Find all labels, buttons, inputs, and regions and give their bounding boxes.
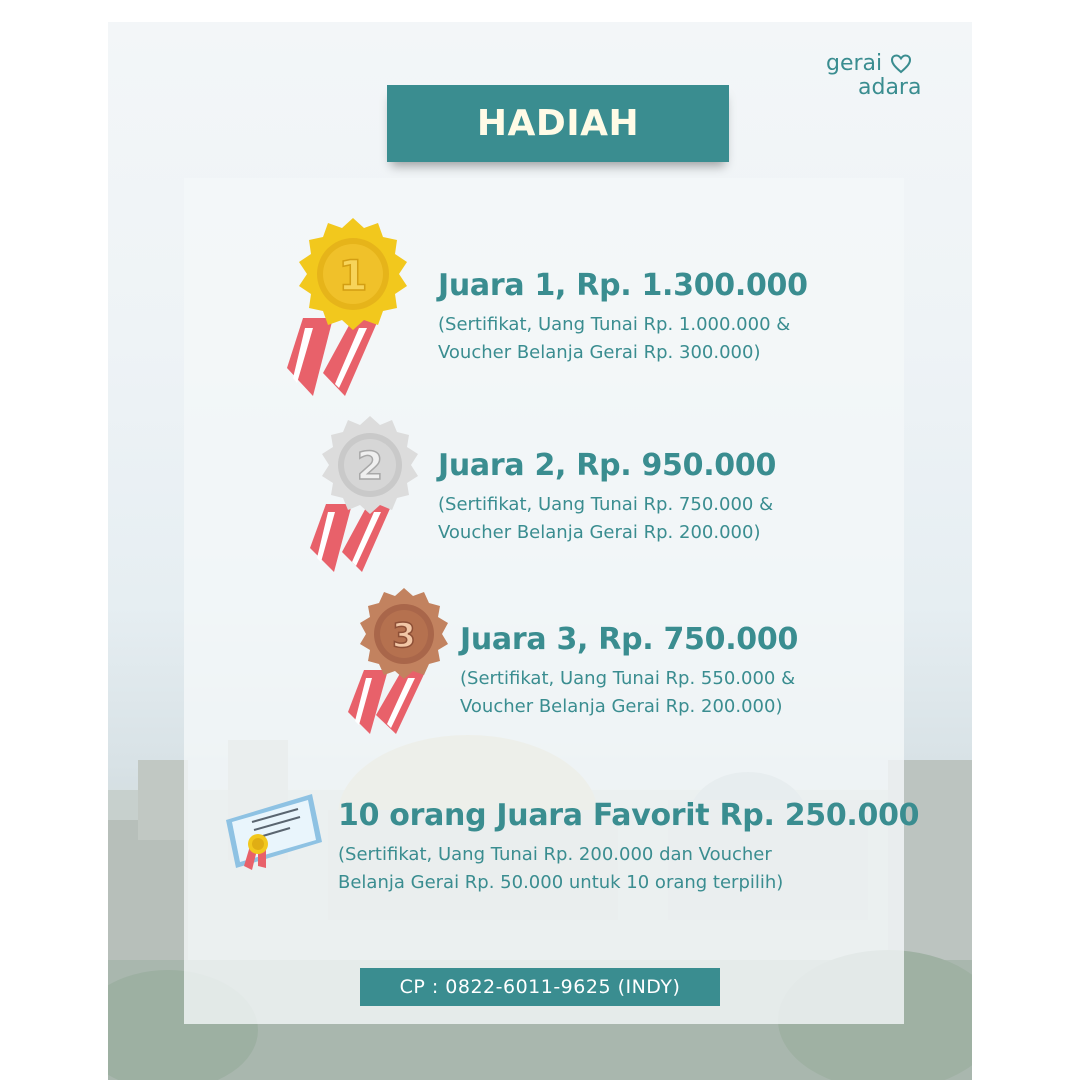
silver-medal-icon [308, 416, 424, 576]
medal-number-3: 3 [392, 616, 416, 656]
medal-number-2: 2 [356, 444, 384, 488]
logo-text-line1: gerai [826, 51, 883, 76]
certificate-icon [222, 788, 326, 872]
prize-heading: Juara 3, Rp. 750.000 [460, 622, 799, 657]
prize-item-2 [438, 448, 776, 547]
logo-text-line2: adara [858, 75, 922, 100]
prize-item-favorit [338, 798, 919, 897]
bronze-medal-icon [346, 588, 456, 738]
prize-detail: (Sertifikat, Uang Tunai Rp. 750.000 & Voucher Belanja Gerai Rp. 200.000) [438, 494, 774, 543]
brand-logo [826, 52, 921, 100]
contact-person-badge: CP : 0822-6011-9625 (INDY) [360, 968, 720, 1006]
prize-item-1 [438, 268, 808, 367]
heart-outline-icon [890, 54, 912, 74]
prize-detail: (Sertifikat, Uang Tunai Rp. 200.000 dan Voucher Belanja Gerai Rp. 50.000 untuk 10 orang terpilih) [338, 844, 784, 893]
gold-medal-icon [283, 218, 415, 400]
page-title: HADIAH [476, 103, 640, 144]
prize-heading: Juara 1, Rp. 1.300.000 [438, 268, 808, 303]
prize-heading: 10 orang Juara Favorit Rp. 250.000 [338, 798, 920, 833]
medal-number-1: 1 [338, 251, 368, 300]
prize-heading: Juara 2, Rp. 950.000 [438, 448, 777, 483]
prize-detail: (Sertifikat, Uang Tunai Rp. 550.000 & Voucher Belanja Gerai Rp. 200.000) [460, 668, 796, 717]
prize-item-3 [460, 622, 798, 721]
title-banner [387, 85, 729, 162]
prize-detail: (Sertifikat, Uang Tunai Rp. 1.000.000 & Voucher Belanja Gerai Rp. 300.000) [438, 314, 791, 363]
